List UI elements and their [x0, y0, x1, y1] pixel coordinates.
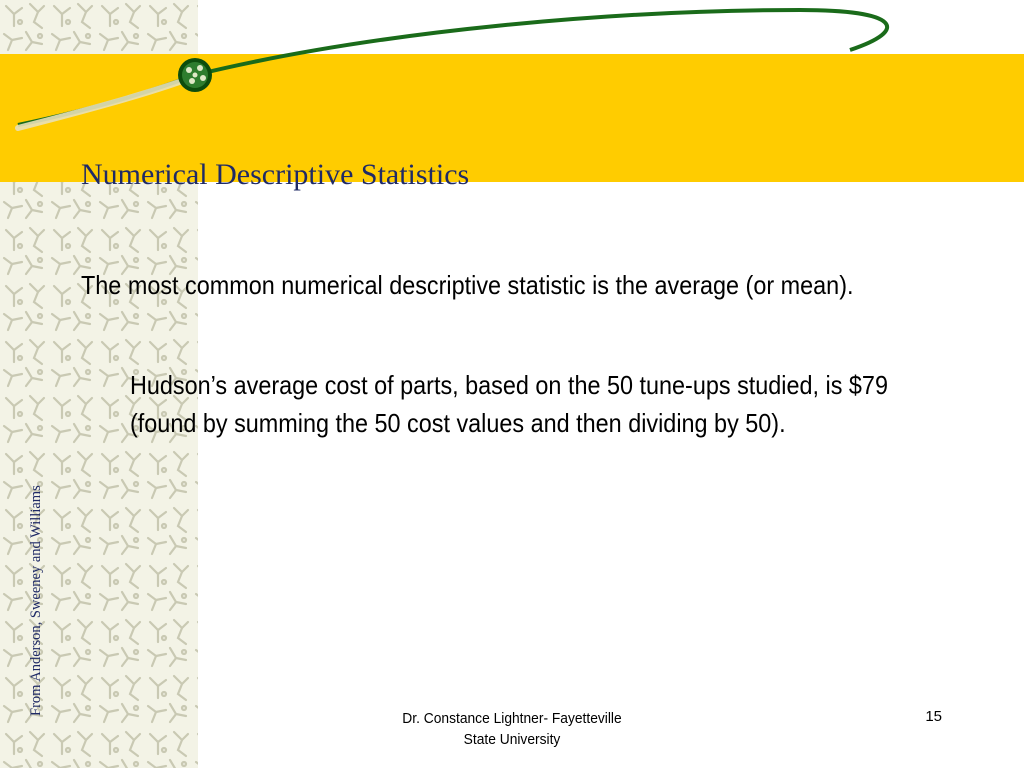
body-paragraph: The most common numerical descriptive statistic is the average (or mean).: [81, 270, 854, 300]
green-molecule-icon: [178, 58, 212, 92]
swoosh-highlight: [18, 80, 185, 128]
footer-line-1: Dr. Constance Lightner- Fayetteville: [402, 710, 622, 727]
sub-paragraph: Hudson’s average cost of parts, based on the 50 tune-ups studied, is $79 (found by summing the 50 cost values and then dividing by 50).: [130, 370, 888, 438]
side-credit-text: From Anderson, Sweeney and Williams: [28, 485, 44, 716]
footer-line-2: State University: [463, 731, 561, 748]
footer-author: [374, 708, 650, 750]
side-credit: [28, 440, 48, 716]
page-number: 15: [925, 708, 942, 725]
slide-title: Numerical Descriptive Statistics: [81, 158, 470, 191]
swoosh-line: [18, 10, 887, 125]
